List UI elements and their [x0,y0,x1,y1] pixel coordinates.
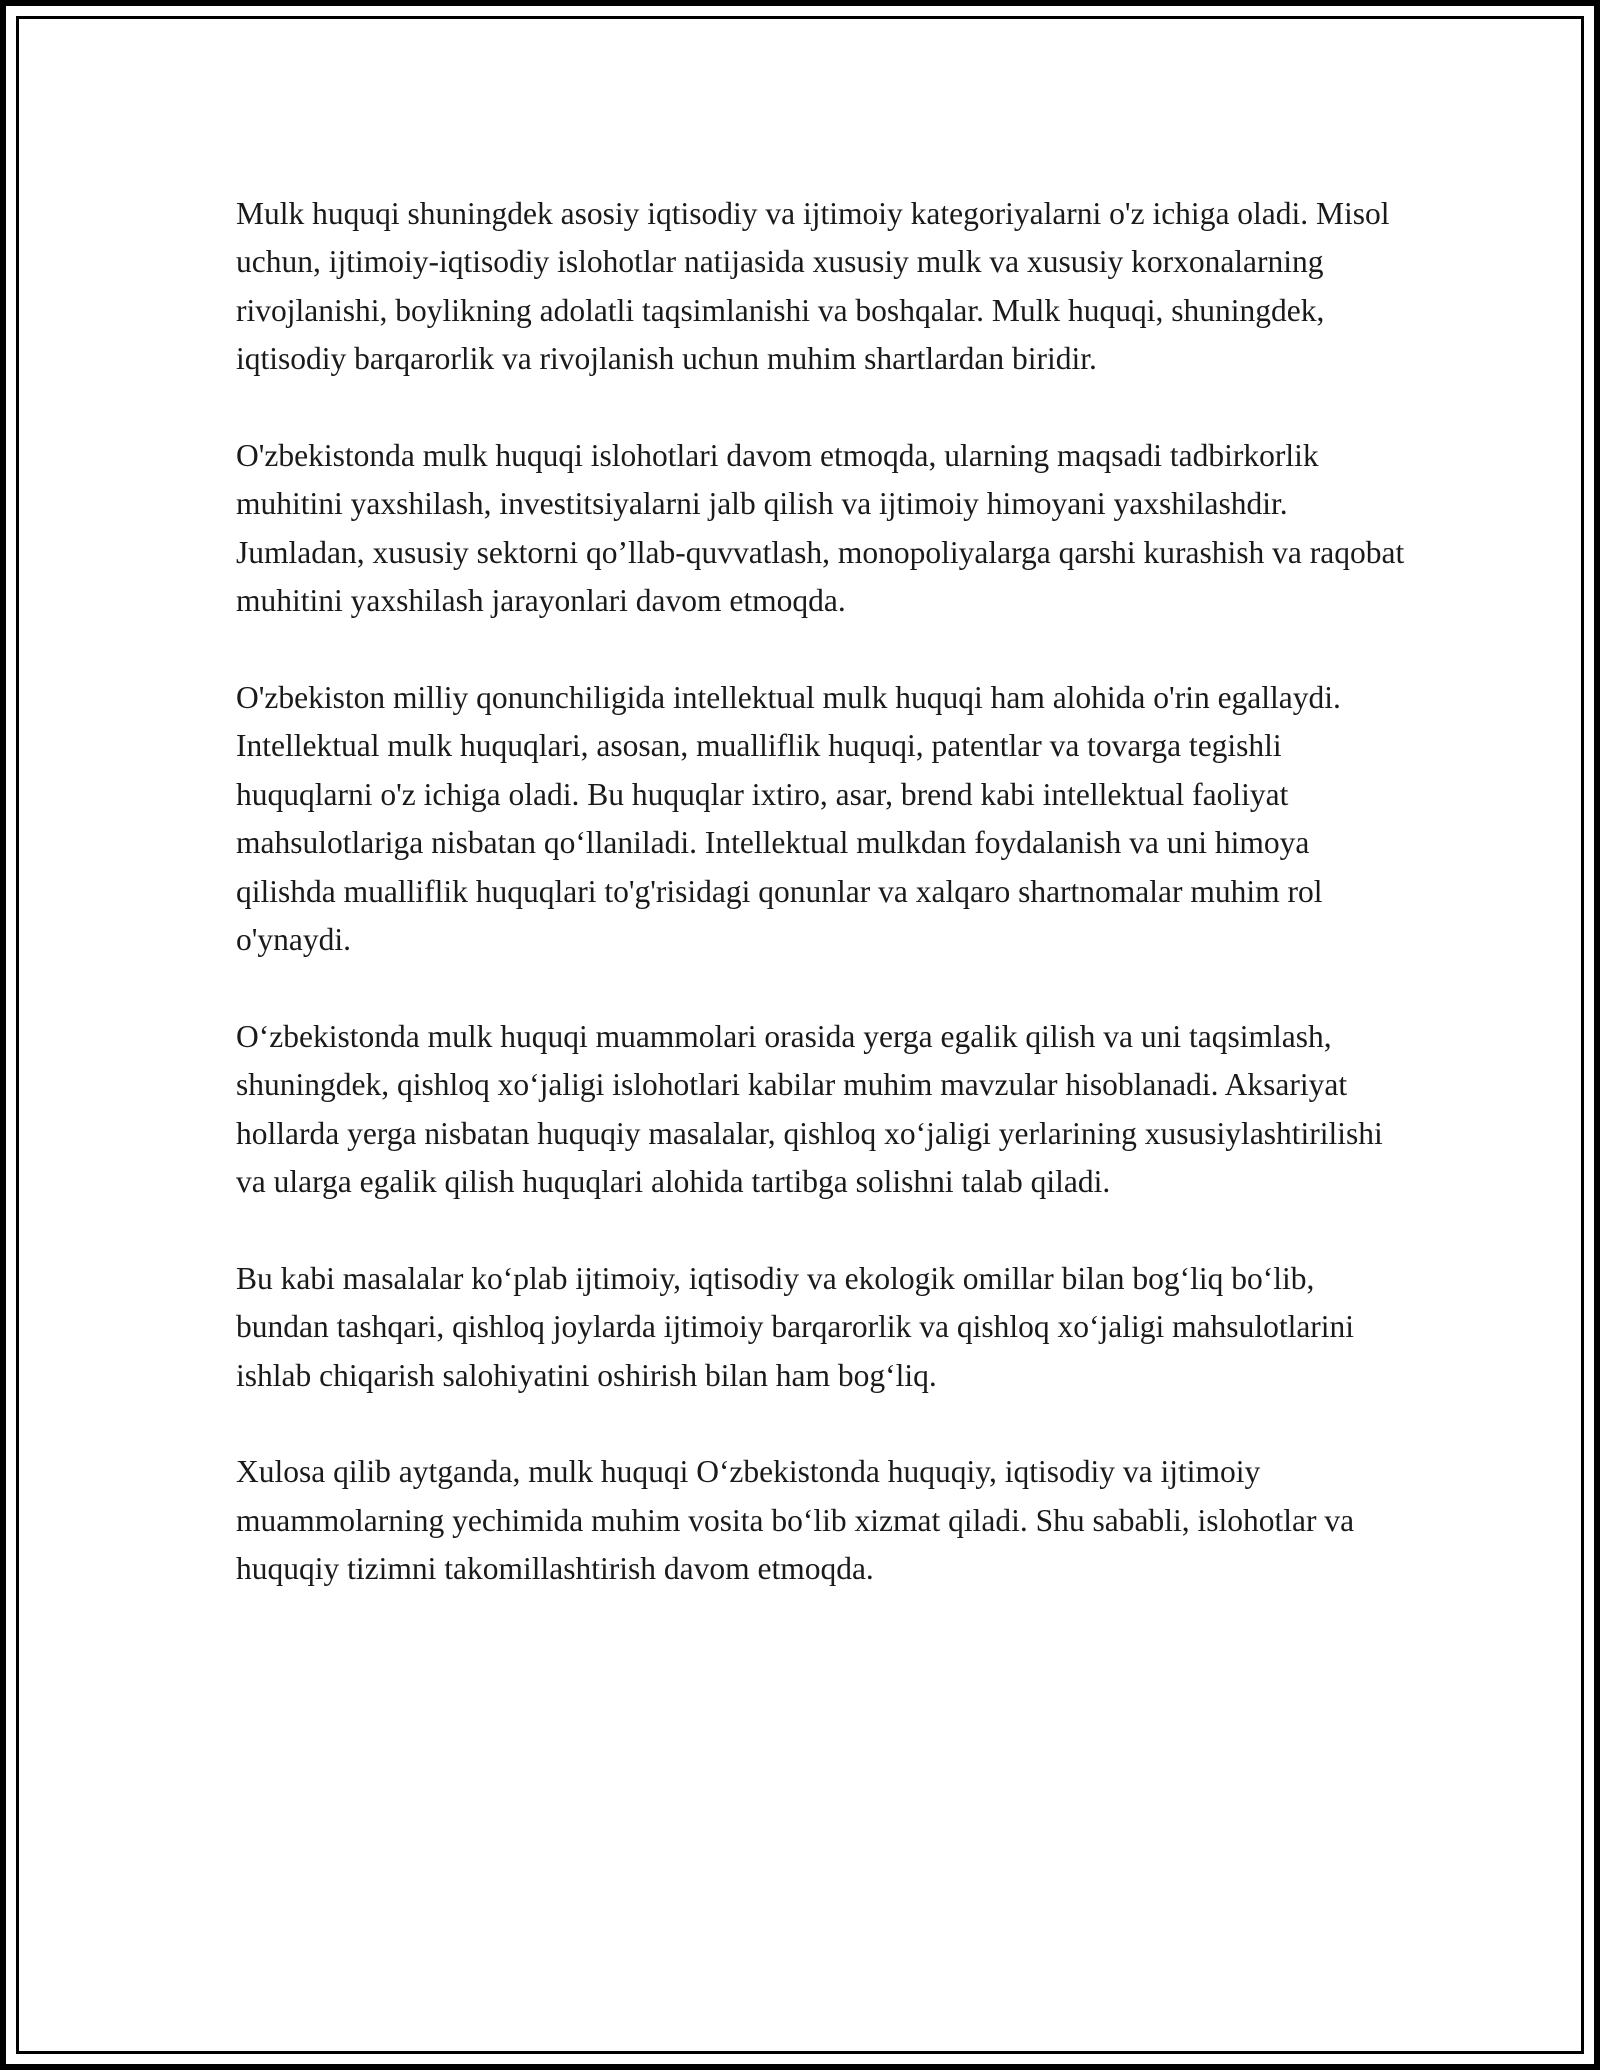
paragraph-1: Mulk huquqi shuningdek asosiy iqtisodiy va ijtimoiy kategoriyalarni o'z ichiga oladi. Misol uchun, ijtimoiy-iqtisodiy islohotlar natijasida xususiy mulk va xususiy korxonalarning rivojlanishi, boylikning adolatli taqsimlanishi va boshqalar. Mulk huquqi, shuningdek, iqtisodiy barqarorlik va rivojlanish uchun muhim shartlardan biridir. [236,196,1390,377]
paragraph-2: O'zbekistonda mulk huquqi islohotlari davom etmoqda, ularning maqsadi tadbirkorlik muhitini yaxshilash, investitsiyalarni jalb qilish va ijtimoiy himoyani yaxshilashdir. Jumladan, xususiy sektorni qo’llab-quvvatlash, monopoliyalarga qarshi kurashish va raqobat muhitini yaxshilash jarayonlari davom etmoqda. [236,438,1405,619]
document-body [236,190,1406,1642]
paragraph-3: O'zbekiston milliy qonunchiligida intellektual mulk huquqi ham alohida o'rin egallaydi. Intellektual mulk huquqlari, asosan, mualliflik huquqi, patentlar va tovarga tegishli huquqlarni o'z ichiga oladi. Bu huquqlar ixtiro, asar, brend kabi intellektual faoliyat mahsulotlariga nisbatan qo‘llaniladi. Intellektual mulkdan foydalanish va uni himoya qilishda mualliflik huquqlari to'g'risidagi qonunlar va xalqaro shartnomalar muhim rol o'ynaydi. [236,680,1341,958]
paragraph-6: Xulosa qilib aytganda, mulk huquqi O‘zbekistonda huquqiy, iqtisodiy va ijtimoiy muammolarning yechimida muhim vosita bo‘lib xizmat qiladi. Shu sababli, islohotlar va huquqiy tizimni takomillashtirish davom etmoqda. [236,1454,1355,1587]
paragraph-4: O‘zbekistonda mulk huquqi muammolari orasida yerga egalik qilish va uni taqsimlash, shuningdek, qishloq xo‘jaligi islohotlari kabilar muhim mavzular hisoblanadi. Aksariyat hollarda yerga nisbatan huquqiy masalalar, qishloq xo‘jaligi yerlarining xususiylashtirilishi va ularga egalik qilish huquqlari alohida tartibga solishni talab qiladi. [236,1018,1383,1200]
paragraph-5: Bu kabi masalalar ko‘plab ijtimoiy, iqtisodiy va ekologik omillar bilan bog‘liq bo‘lib, bundan tashqari, qishloq joylarda ijtimoiy barqarorlik va qishloq xo‘jaligi mahsulotlarini ishlab chiqarish salohiyatini oshirish bilan ham bog‘liq. [236,1260,1355,1393]
